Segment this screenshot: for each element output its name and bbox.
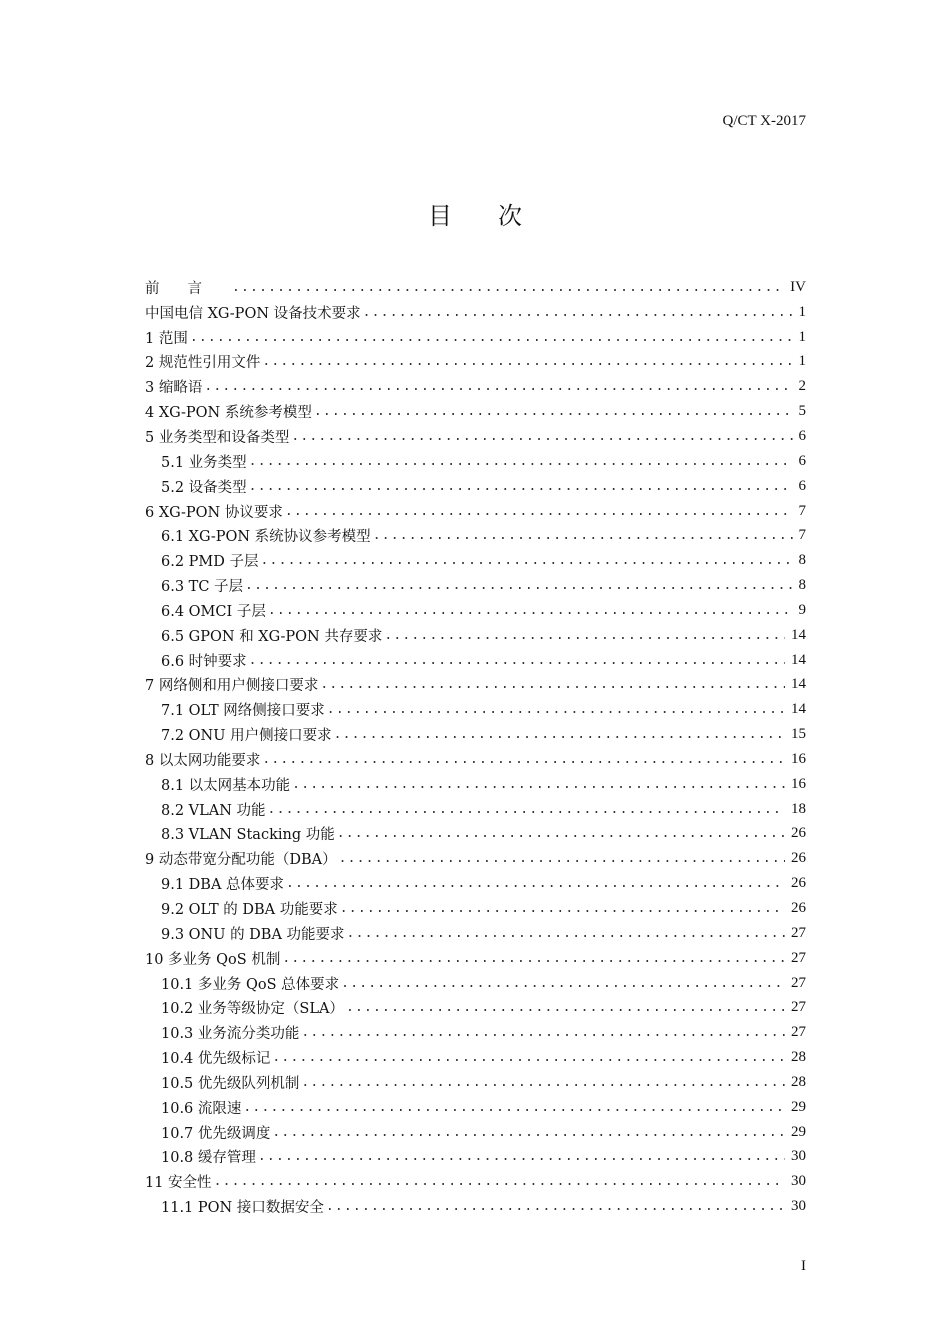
toc-leader-dots	[285, 504, 793, 519]
toc-leader-dots	[326, 1199, 785, 1214]
toc-entry-label: 8.3 VLAN Stacking 功能	[161, 827, 335, 844]
toc-entry-label: 9.1 DBA 总体要求	[161, 877, 285, 894]
toc-leader-dots	[292, 777, 785, 792]
toc-entry-label: 11 安全性	[145, 1175, 212, 1192]
toc-entry-page: 15	[791, 726, 806, 743]
toc-entry-page: 27	[791, 999, 806, 1016]
toc-entry[interactable]	[145, 722, 806, 747]
toc-entry-page: 14	[791, 701, 806, 718]
toc-leader-dots	[262, 354, 792, 369]
toc-entry[interactable]	[145, 772, 806, 797]
toc-leader-dots	[291, 429, 792, 444]
toc-leader-dots	[272, 1125, 785, 1140]
toc-entry-page: 14	[791, 626, 806, 643]
toc-leader-dots	[320, 677, 785, 692]
toc-entry-label: 10 多业务 QoS 机制	[145, 951, 281, 968]
toc-leader-dots	[190, 330, 793, 345]
toc-entry-label: 8 以太网功能要求	[145, 752, 261, 769]
toc-leader-dots	[286, 876, 785, 891]
toc-leader-dots	[261, 553, 793, 568]
toc-leader-dots	[268, 802, 785, 817]
toc-entry-page: 6	[798, 477, 806, 494]
toc-entry-label: 2 规范性引用文件	[145, 355, 261, 372]
toc-entry-label: 6.5 GPON 和 XG-PON 共存要求	[161, 628, 383, 645]
toc-leader-dots	[249, 479, 793, 494]
toc-leader-dots	[314, 404, 793, 419]
toc-leader-dots	[243, 1100, 785, 1115]
toc-entry-page: 27	[791, 974, 806, 991]
toc-leader-dots	[340, 901, 785, 916]
toc-entry[interactable]	[145, 1070, 806, 1095]
toc-entry-page: 26	[791, 850, 806, 867]
toc-entry-label: 10.1 多业务 QoS 总体要求	[161, 976, 340, 993]
toc-entry-label: 4 XG-PON 系统参考模型	[145, 405, 312, 422]
toc-entry[interactable]	[145, 822, 806, 847]
toc-entry-label: 7 网络侧和用户侧接口要求	[145, 678, 319, 695]
toc-entry[interactable]	[145, 374, 806, 399]
toc-entry-label: 1 范围	[145, 330, 188, 347]
toc-leader-dots	[334, 727, 785, 742]
toc-entry[interactable]	[145, 1020, 806, 1045]
toc-leader-dots	[268, 603, 793, 618]
toc-leader-dots	[341, 976, 785, 991]
toc-entry-page: 26	[791, 875, 806, 892]
toc-entry[interactable]	[145, 300, 806, 325]
toc-entry-page: 7	[798, 502, 806, 519]
toc-entry[interactable]	[145, 871, 806, 896]
toc-entry-page: 29	[791, 1123, 806, 1140]
toc-entry-label: 8.1 以太网基本功能	[161, 777, 291, 794]
toc-leader-dots	[245, 578, 792, 593]
toc-entry-page: 26	[791, 900, 806, 917]
toc-entry-label: 中国电信 XG-PON 设备技术要求	[145, 305, 361, 322]
toc-leader-dots	[347, 926, 785, 941]
toc-entry-label: 10.3 业务流分类功能	[161, 1026, 300, 1043]
toc-entry-page: 16	[791, 750, 806, 767]
toc-entry-page: 16	[791, 775, 806, 792]
toc-entry-label: 9 动态带宽分配功能（DBA）	[145, 852, 337, 869]
toc-leader-dots	[301, 1025, 785, 1040]
toc-entry-page: 30	[791, 1148, 806, 1165]
document-code: Q/CT X-2017	[722, 113, 806, 129]
toc-entry-label: 5.1 业务类型	[161, 454, 247, 471]
toc-leader-dots	[272, 1050, 785, 1065]
toc-entry-label: 7.2 ONU 用户侧接口要求	[161, 728, 332, 745]
toc-entry-page: 27	[791, 924, 806, 941]
toc-entry-page: 18	[791, 800, 806, 817]
toc-entry[interactable]	[145, 995, 806, 1020]
toc-entry[interactable]	[145, 846, 806, 871]
toc-entry-label: 5.2 设备类型	[161, 479, 247, 496]
toc-leader-dots	[249, 454, 793, 469]
toc-entry-page: 29	[791, 1098, 806, 1115]
toc-entry-label: 9.2 OLT 的 DBA 功能要求	[161, 902, 338, 919]
toc-entry[interactable]	[145, 1045, 806, 1070]
toc-leader-dots	[373, 528, 793, 543]
toc-entry-page: 30	[791, 1173, 806, 1190]
toc-entry[interactable]	[145, 1095, 806, 1120]
toc-entry-label: 9.3 ONU 的 DBA 功能要求	[161, 926, 345, 943]
toc-entry[interactable]	[145, 350, 806, 375]
toc-entry-page: 6	[798, 427, 806, 444]
toc-entry[interactable]	[145, 449, 806, 474]
toc-entry-label: 11.1 PON 接口数据安全	[161, 1200, 324, 1217]
toc-entry[interactable]	[145, 673, 806, 698]
toc-entry[interactable]	[145, 623, 806, 648]
toc-entry[interactable]	[145, 325, 806, 350]
toc-entry-label: 6.3 TC 子层	[161, 579, 244, 596]
toc-entry-label: 6 XG-PON 协议要求	[145, 504, 283, 521]
toc-leader-dots	[258, 1149, 785, 1164]
toc-entry[interactable]	[145, 747, 806, 772]
toc-entry[interactable]	[145, 499, 806, 524]
toc-leader-dots	[346, 1000, 785, 1015]
toc-entry[interactable]	[145, 648, 806, 673]
toc-entry-page: IV	[790, 278, 806, 295]
toc-entry-page: 27	[791, 1024, 806, 1041]
toc-entry-page: 26	[791, 825, 806, 842]
toc-entry-page: 30	[791, 1198, 806, 1215]
toc-entry[interactable]	[145, 474, 806, 499]
toc-entry-page: 14	[791, 676, 806, 693]
toc-entry-label: 10.6 流限速	[161, 1100, 242, 1117]
toc-entry-page: 7	[798, 527, 806, 544]
toc-entry-page: 14	[791, 651, 806, 668]
toc-entry[interactable]	[145, 1145, 806, 1170]
toc-entry-label: 6.6 时钟要求	[161, 653, 247, 670]
toc-entry[interactable]	[145, 1169, 806, 1194]
toc-entry[interactable]	[145, 523, 806, 548]
toc-leader-dots	[384, 628, 785, 643]
toc-entry-label: 10.8 缓存管理	[161, 1150, 256, 1167]
toc-leader-dots	[327, 702, 785, 717]
toc-entry[interactable]	[145, 896, 806, 921]
toc-leader-dots	[232, 280, 784, 295]
toc-leader-dots	[262, 752, 785, 767]
toc-entry[interactable]	[145, 573, 806, 598]
toc-entry[interactable]	[145, 598, 806, 623]
toc-entry-label: 6.4 OMCI 子层	[161, 603, 266, 620]
toc-entry[interactable]	[145, 946, 806, 971]
toc-entry-label: 10.7 优先级调度	[161, 1125, 271, 1142]
toc-entry[interactable]	[145, 971, 806, 996]
toc-leader-dots	[363, 305, 793, 320]
toc-entry[interactable]	[145, 548, 806, 573]
toc-entry[interactable]	[145, 399, 806, 424]
toc-entry[interactable]	[145, 921, 806, 946]
toc-entry-page: 28	[791, 1073, 806, 1090]
toc-leader-dots	[339, 851, 785, 866]
page-title: 目次	[428, 202, 568, 230]
toc-entry-label: 3 缩略语	[145, 380, 203, 397]
toc-entry[interactable]	[145, 275, 806, 300]
toc-entry-page: 9	[798, 601, 806, 618]
toc-entry-label: 5 业务类型和设备类型	[145, 429, 290, 446]
toc-leader-dots	[337, 826, 785, 841]
toc-entry-page: 1	[798, 353, 806, 370]
toc-entry[interactable]	[145, 424, 806, 449]
table-of-contents	[145, 275, 806, 1219]
toc-entry-page: 2	[798, 378, 806, 395]
toc-entry-page: 28	[791, 1049, 806, 1066]
toc-entry-label: 6.2 PMD 子层	[161, 554, 259, 571]
toc-leader-dots	[204, 379, 792, 394]
toc-entry[interactable]	[145, 797, 806, 822]
toc-entry-page: 5	[798, 403, 806, 420]
toc-leader-dots	[249, 653, 785, 668]
toc-entry-label: 6.1 XG-PON 系统协议参考模型	[161, 529, 371, 546]
toc-entry[interactable]	[145, 697, 806, 722]
toc-entry-page: 8	[798, 577, 806, 594]
page-number: I	[801, 1258, 806, 1274]
toc-leader-dots	[301, 1075, 785, 1090]
toc-entry-label: 7.1 OLT 网络侧接口要求	[161, 703, 325, 720]
toc-entry-page: 27	[791, 949, 806, 966]
toc-entry[interactable]	[145, 1194, 806, 1219]
toc-entry-label: 前言	[145, 280, 230, 297]
toc-leader-dots	[214, 1174, 785, 1189]
toc-entry-label: 10.5 优先级队列机制	[161, 1075, 300, 1092]
toc-entry-page: 1	[798, 303, 806, 320]
toc-entry-label: 8.2 VLAN 功能	[161, 802, 266, 819]
toc-entry-label: 10.2 业务等级协定（SLA）	[161, 1001, 344, 1018]
toc-entry-page: 8	[798, 552, 806, 569]
toc-entry[interactable]	[145, 1120, 806, 1145]
toc-leader-dots	[282, 951, 785, 966]
toc-entry-page: 1	[798, 328, 806, 345]
toc-entry-label: 10.4 优先级标记	[161, 1051, 271, 1068]
toc-entry-page: 6	[798, 452, 806, 469]
